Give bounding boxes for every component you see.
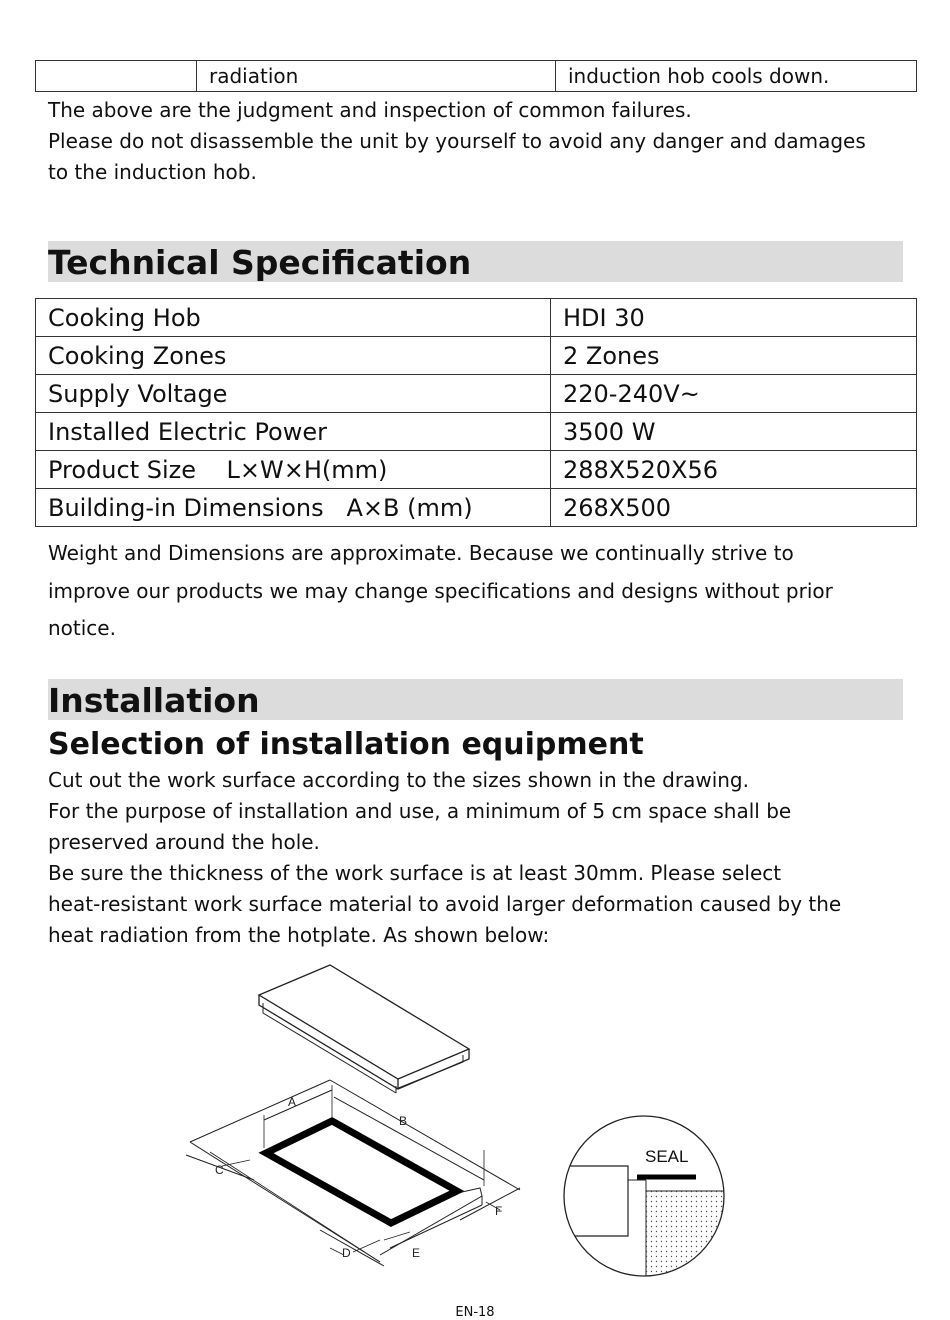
installation-diagram bbox=[0, 950, 950, 1290]
table-row bbox=[36, 451, 917, 489]
table-row bbox=[36, 375, 917, 413]
spec-table bbox=[35, 298, 917, 527]
table-cell bbox=[36, 61, 197, 92]
table-cell: radiation bbox=[197, 61, 556, 92]
installation-line: For the purpose of installation and use, a minimum of 5 cm space shall be bbox=[48, 799, 792, 823]
label-b: B bbox=[399, 1114, 408, 1128]
seal-detail bbox=[560, 1116, 736, 1290]
spec-label: Supply Voltage bbox=[36, 375, 551, 413]
worktop-drawing bbox=[186, 1080, 520, 1266]
seal-label: SEAL bbox=[645, 1147, 689, 1166]
table-row bbox=[36, 413, 917, 451]
installation-paragraph bbox=[48, 765, 918, 951]
intro-line: to the induction hob. bbox=[48, 160, 257, 184]
spec-value: 268X500 bbox=[551, 489, 917, 527]
installation-line: heat radiation from the hotplate. As shown below: bbox=[48, 923, 550, 947]
label-c: C bbox=[215, 1163, 224, 1177]
spec-note bbox=[48, 535, 918, 648]
spec-value: 3500 W bbox=[551, 413, 917, 451]
intro-line: The above are the judgment and inspection of common failures. bbox=[48, 98, 692, 122]
table-row bbox=[36, 337, 917, 375]
table-row bbox=[36, 299, 917, 337]
table-row bbox=[36, 489, 917, 527]
installation-subheading: Selection of installation equipment bbox=[48, 727, 644, 762]
note-line: notice. bbox=[48, 616, 116, 640]
spec-label: Installed Electric Power bbox=[36, 413, 551, 451]
spec-label: Cooking Zones bbox=[36, 337, 551, 375]
table-row bbox=[36, 61, 917, 92]
hob-drawing bbox=[259, 965, 469, 1093]
spec-value: 220-240V~ bbox=[551, 375, 917, 413]
note-line: improve our products we may change specifications and designs without prior bbox=[48, 578, 833, 603]
spec-label: Cooking Hob bbox=[36, 299, 551, 337]
intro-paragraph bbox=[48, 95, 918, 188]
tech-spec-heading: Technical Specification bbox=[48, 241, 903, 282]
installation-heading: Installation bbox=[48, 679, 903, 720]
installation-line: Cut out the work surface according to the sizes shown in the drawing. bbox=[48, 768, 749, 792]
installation-line: preserved around the hole. bbox=[48, 830, 320, 854]
label-f: F bbox=[495, 1204, 503, 1218]
table-cell: induction hob cools down. bbox=[556, 61, 917, 92]
spec-value: 2 Zones bbox=[551, 337, 917, 375]
note-line: Weight and Dimensions are approximate. Because we continually strive to bbox=[48, 541, 794, 565]
page-number: EN-18 bbox=[455, 1305, 495, 1320]
spec-value: HDI 30 bbox=[551, 299, 917, 337]
label-a: A bbox=[288, 1095, 297, 1109]
spec-value: 288X520X56 bbox=[551, 451, 917, 489]
intro-line: Please do not disassemble the unit by yourself to avoid any danger and damages bbox=[48, 129, 866, 153]
failure-table-fragment bbox=[35, 60, 917, 92]
spec-label: Product Size L×W×H(mm) bbox=[36, 451, 551, 489]
label-d: D bbox=[342, 1246, 351, 1260]
label-e: E bbox=[412, 1246, 421, 1260]
installation-line: Be sure the thickness of the work surface is at least 30mm. Please select bbox=[48, 861, 782, 885]
spec-label: Building-in Dimensions A×B (mm) bbox=[36, 489, 551, 527]
installation-line: heat-resistant work surface material to avoid larger deformation caused by the bbox=[48, 892, 842, 916]
